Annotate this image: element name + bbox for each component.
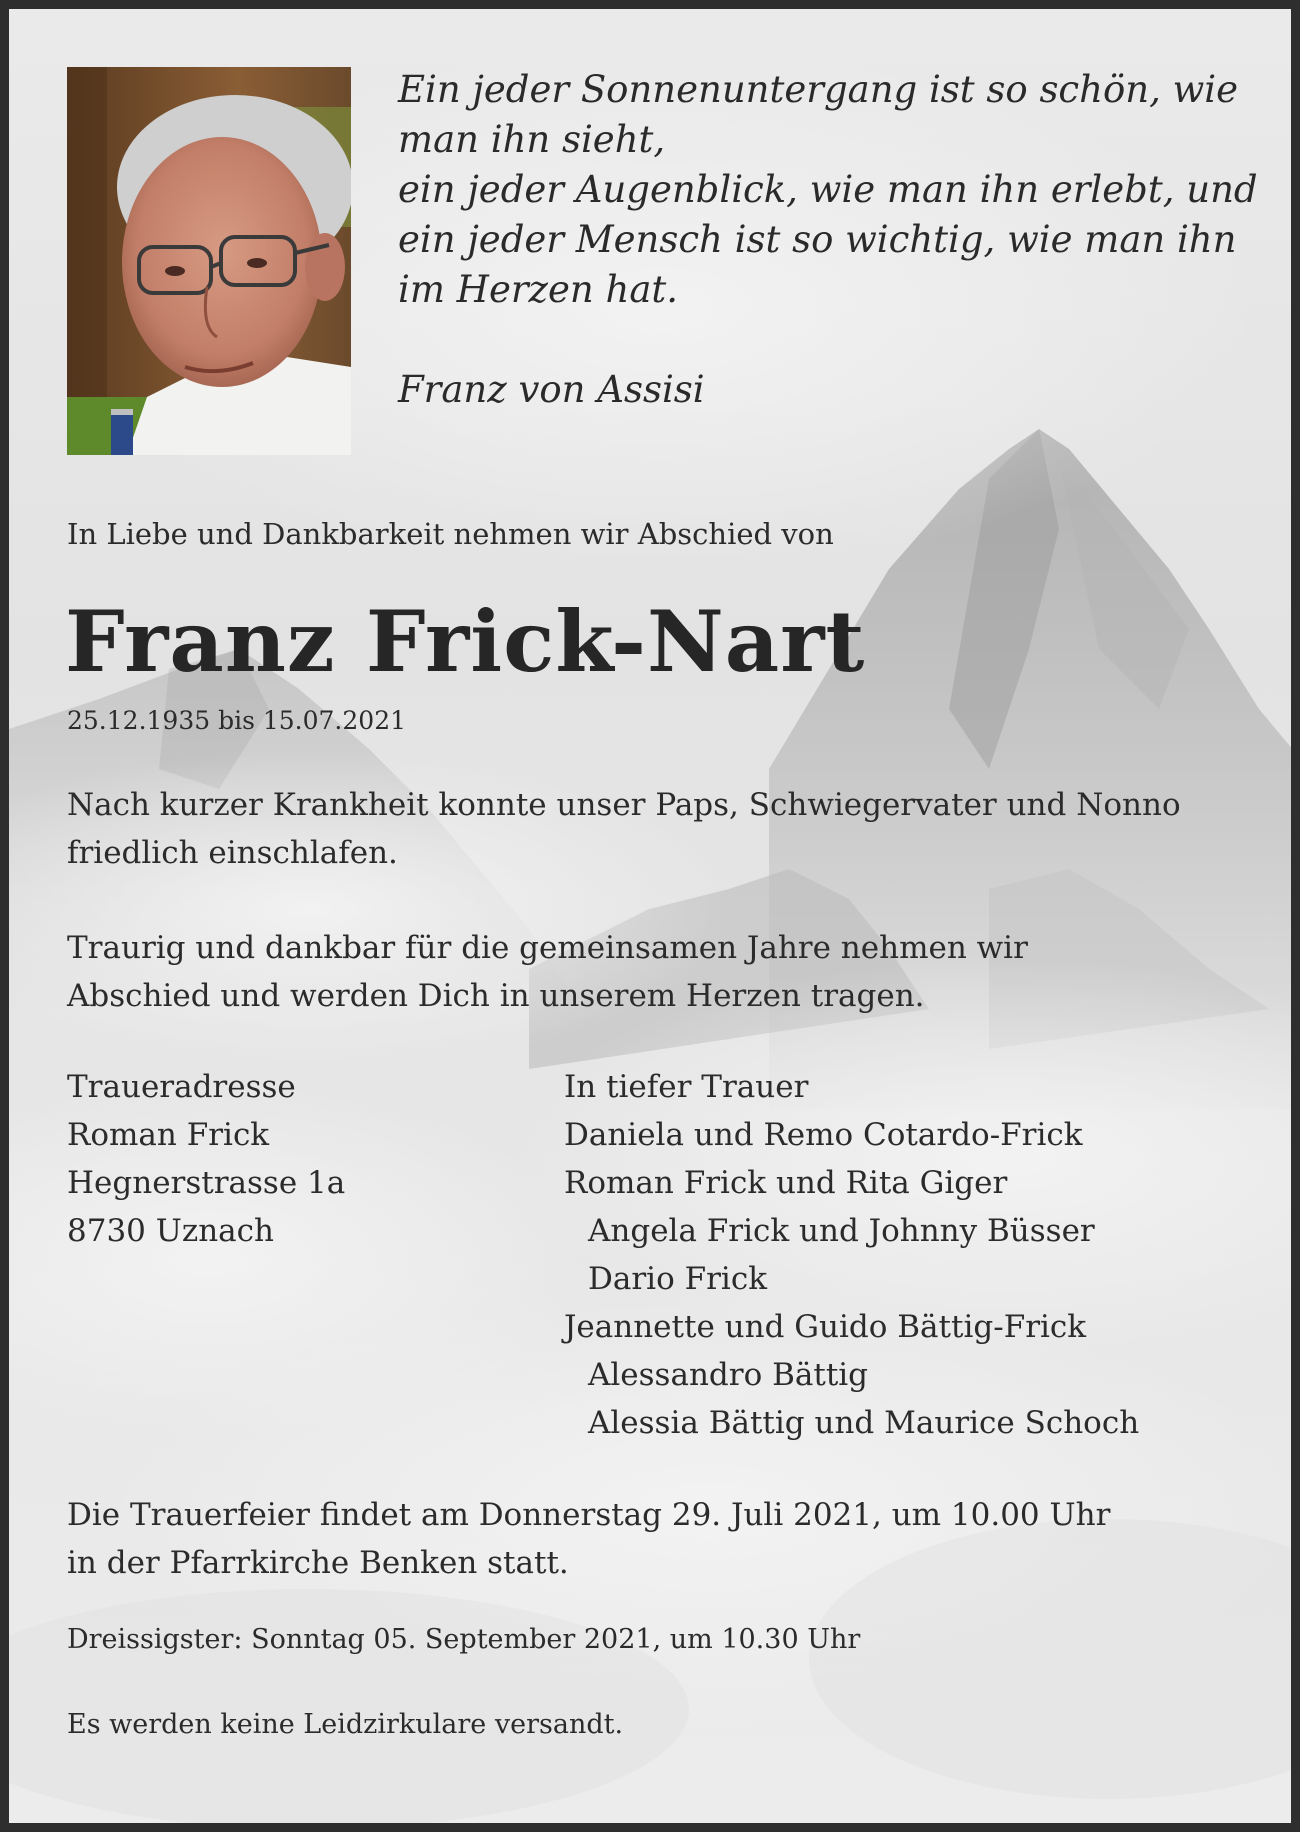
address-heading: Traueradresse — [67, 1069, 296, 1105]
portrait-image — [67, 67, 351, 455]
mourner-entry: Angela Frick und Johnny Büsser — [588, 1213, 1095, 1249]
funeral-line: in der Pfarrkirche Benken statt. — [67, 1545, 569, 1581]
no-circulars-note: Es werden keine Leidzirkulare versandt. — [67, 1709, 624, 1740]
poem-line: ein jeder Augenblick, wie man ihn erlebt, und — [398, 168, 1258, 211]
paragraph-line: Traurig und dankbar für die gemeinsamen Jahre nehmen wir — [67, 930, 1028, 966]
farewell-paragraph — [67, 924, 1028, 1020]
paragraph-line: Abschied und werden Dich in unserem Herzen tragen. — [67, 978, 925, 1014]
portrait-photo — [67, 67, 351, 455]
address-name: Roman Frick — [67, 1117, 270, 1153]
poem-line: Ein jeder Sonnenuntergang ist so schön, wie — [398, 68, 1239, 111]
poem-author: Franz von Assisi — [398, 368, 705, 411]
mourning-address — [67, 1063, 345, 1255]
poem-line: ein jeder Mensch ist so wichtig, wie man ihn — [398, 218, 1237, 261]
mourner-entry: Jeannette und Guido Bättig-Frick — [564, 1309, 1087, 1345]
paragraph-line: Nach kurzer Krankheit konnte unser Paps, Schwiegervater und Nonno — [67, 787, 1181, 823]
mourner-entry: Alessia Bättig und Maurice Schoch — [588, 1405, 1140, 1441]
funeral-info — [67, 1491, 1110, 1587]
poem-line: man ihn sieht, — [398, 118, 666, 161]
mourner-entry: Alessandro Bättig — [588, 1357, 869, 1393]
poem-line: im Herzen hat. — [398, 268, 679, 311]
mourner-entry: Daniela und Remo Cotardo-Frick — [564, 1117, 1083, 1153]
mourner-entry: Roman Frick und Rita Giger — [564, 1165, 1008, 1201]
deceased-name: Franz Frick-Nart — [65, 592, 866, 691]
mourners-heading: In tiefer Trauer — [564, 1069, 809, 1105]
intro-text: In Liebe und Dankbarkeit nehmen wir Abschied von — [67, 517, 834, 551]
life-dates: 25.12.1935 bis 15.07.2021 — [67, 706, 407, 735]
thirtieth-day-info: Dreissigster: Sonntag 05. September 2021, um 10.30 Uhr — [67, 1624, 861, 1655]
mourner-entry: Dario Frick — [588, 1261, 767, 1297]
mourners-list — [564, 1063, 1139, 1447]
address-street: Hegnerstrasse 1a — [67, 1165, 346, 1201]
poem-quote — [398, 65, 1258, 415]
paragraph-line: friedlich einschlafen. — [67, 835, 398, 871]
illness-paragraph — [67, 781, 1181, 877]
funeral-line: Die Trauerfeier findet am Donnerstag 29. Juli 2021, um 10.00 Uhr — [67, 1497, 1111, 1533]
address-city: 8730 Uznach — [67, 1213, 274, 1249]
